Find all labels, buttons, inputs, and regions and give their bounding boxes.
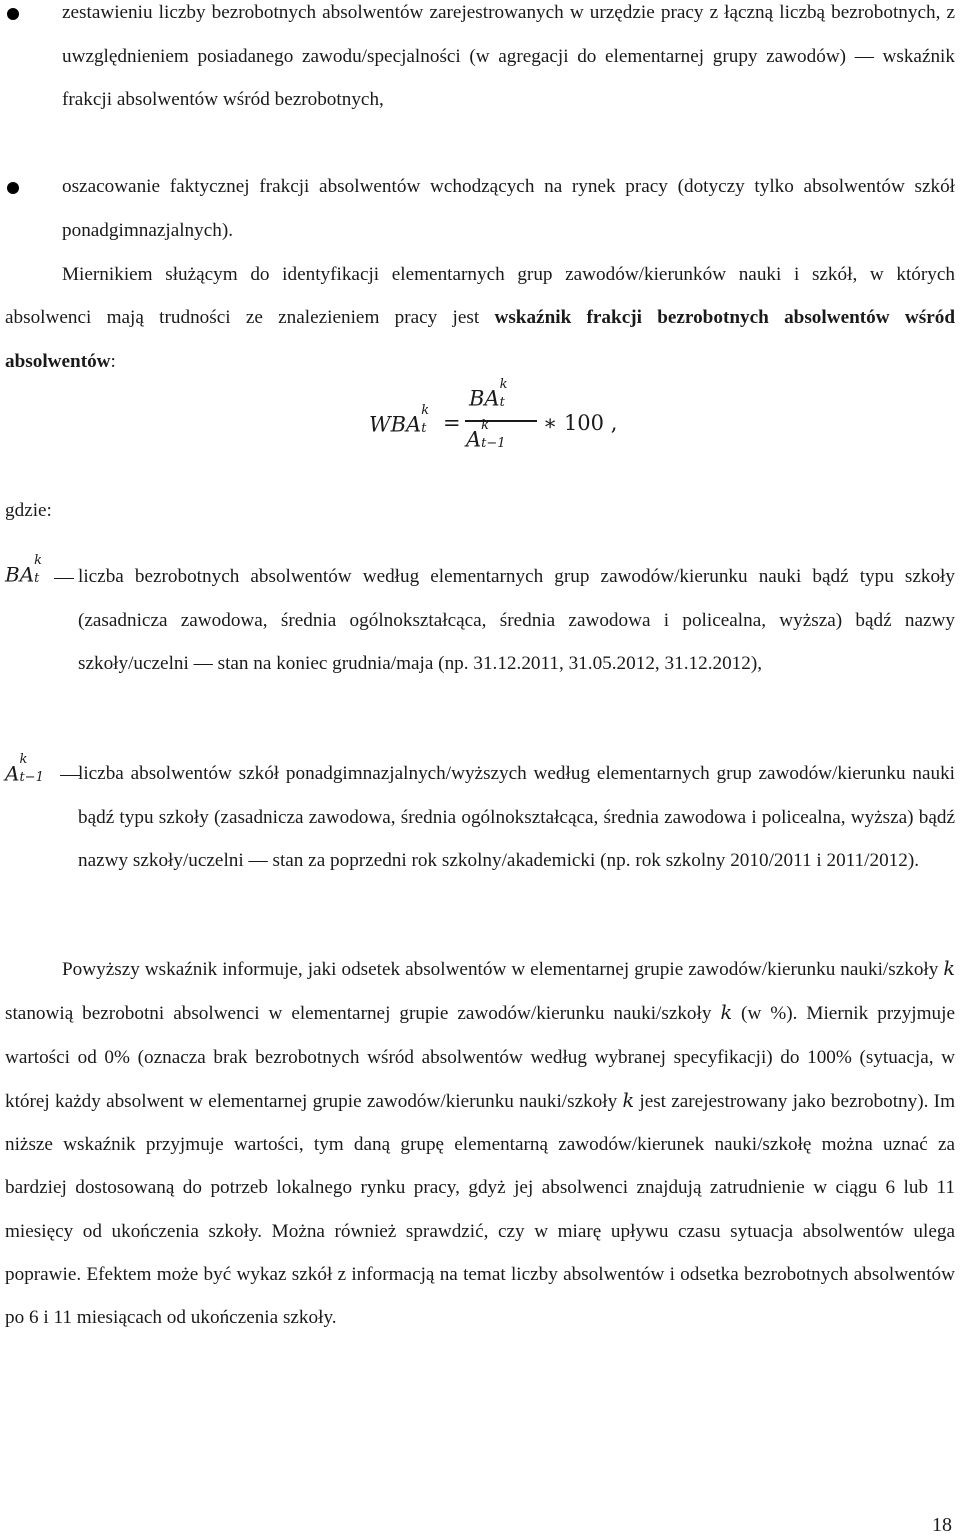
variable-k: k: [720, 1001, 733, 1025]
gdzie-label: gdzie:: [5, 500, 52, 521]
formula-lhs: WBA k t: [369, 403, 430, 437]
bullet-item: oszacowanie faktycznej frakcji absolwentów wchodzących na rynek pracy (dotyczy tylko absolwentów szkół ponadgimnazjalnych).: [62, 176, 955, 241]
definition-text: liczba absolwentów szkół ponadgimnazjalnych/wyższych według elementarnych grup zawodów/kierunku nauki bądź typu szkoły (zasadnicza zawodowa, średnia ogólnokształcąca, średnia zawodowa i policealna, wyższa) bądź nazwy szkoły/uczelni ― stan za poprzedni rok szkolny/akademicki (np. rok szkolny 2010/2011 i 2011/2012).: [78, 763, 955, 871]
definition-text: liczba bezrobotnych absolwentów według elementarnych grup zawodów/kierunku nauki bądź typu szkoły (zasadnicza zawodowa, średnia ogólnokształcąca, średnia zawodowa i policealna, wyższa) bądź nazwy szkoły/uczelni ― stan na koniec grudnia/maja (np. 31.12.2011, 31.05.2012, 31.12.2012),: [78, 566, 955, 674]
intro-bold-term: wskaźnik frakcji bezrobotnych absolwentów wśród absolwentów: [5, 307, 955, 372]
formula-multiplier: ∗ 100 ,: [543, 411, 618, 435]
definition-symbol: BA k t: [5, 553, 43, 587]
definition-dash: [60, 775, 80, 776]
intro-paragraph: [5, 253, 955, 383]
intro-colon: :: [110, 350, 116, 372]
formula-equals: =: [443, 411, 461, 435]
variable-k: k: [622, 1088, 635, 1112]
formula-numerator: BA k t: [469, 377, 508, 411]
page-number: 18: [932, 1514, 952, 1536]
formula-denominator: A k t−1: [466, 418, 506, 452]
definition-symbol: A k t−1: [5, 752, 44, 786]
formula: [369, 377, 639, 469]
variable-k: k: [943, 957, 955, 980]
closing-paragraph: Powyższy wskaźnik informuje, jaki odsetek absolwentów w elementarnej grupie zawodów/kierunku nauki/szkoły k stanowią bezrobotni absolwenci w elementarnej grupie zawodów/kierunku nauki/szkoły k (w %). Miernik przyjmuje wartości od 0% (oznacza brak bezrobotnych wśród absolwentów według wybranej specyfikacji) do 100% (sytuacja, w której każdy absolwent w elementarnej grupie zawodów/kierunku nauki/szkoły k jest zarejestrowany jako bezrobotny). Im niższe wskaźnik przyjmuje wartości, tym daną grupę elementarną zawodów/kierunek nauki/szkołę można uznać za bardziej dostosowaną do potrzeb lokalnego rynku pracy, gdyż jej absolwenci znajdują zatrudnienie w ciągu 6 lub 11 miesięcy od ukończenia szkoły. Można również sprawdzić, czy w miarę upływu czasu sytuacja absolwentów ulega poprawie. Efektem może być wykaz szkół z informacją na temat liczby absolwentów i odsetka bezrobotnych absolwentów po 6 i 11 miesiącach od ukończenia szkoły.: [5, 957, 955, 1329]
intro-text: Miernikiem służącym do identyfikacji elementarnych grup zawodów/kierunków nauki i szkół, w których absolwenci mają trudności ze znalezieniem pracy jest: [5, 264, 955, 329]
bullet-dot: [7, 182, 19, 194]
definition-dash: [54, 578, 74, 579]
bullet-dot: [7, 8, 19, 20]
bullet-item: zestawieniu liczby bezrobotnych absolwentów zarejestrowanych w urzędzie pracy z łączną liczbą bezrobotnych, z uwzględnieniem posiadanego zawodu/specjalności (w agregacji do elementarnej grupy zawodów) ― wskaźnik frakcji absolwentów wśród bezrobotnych,: [62, 2, 955, 110]
fraction-line: [465, 420, 537, 422]
